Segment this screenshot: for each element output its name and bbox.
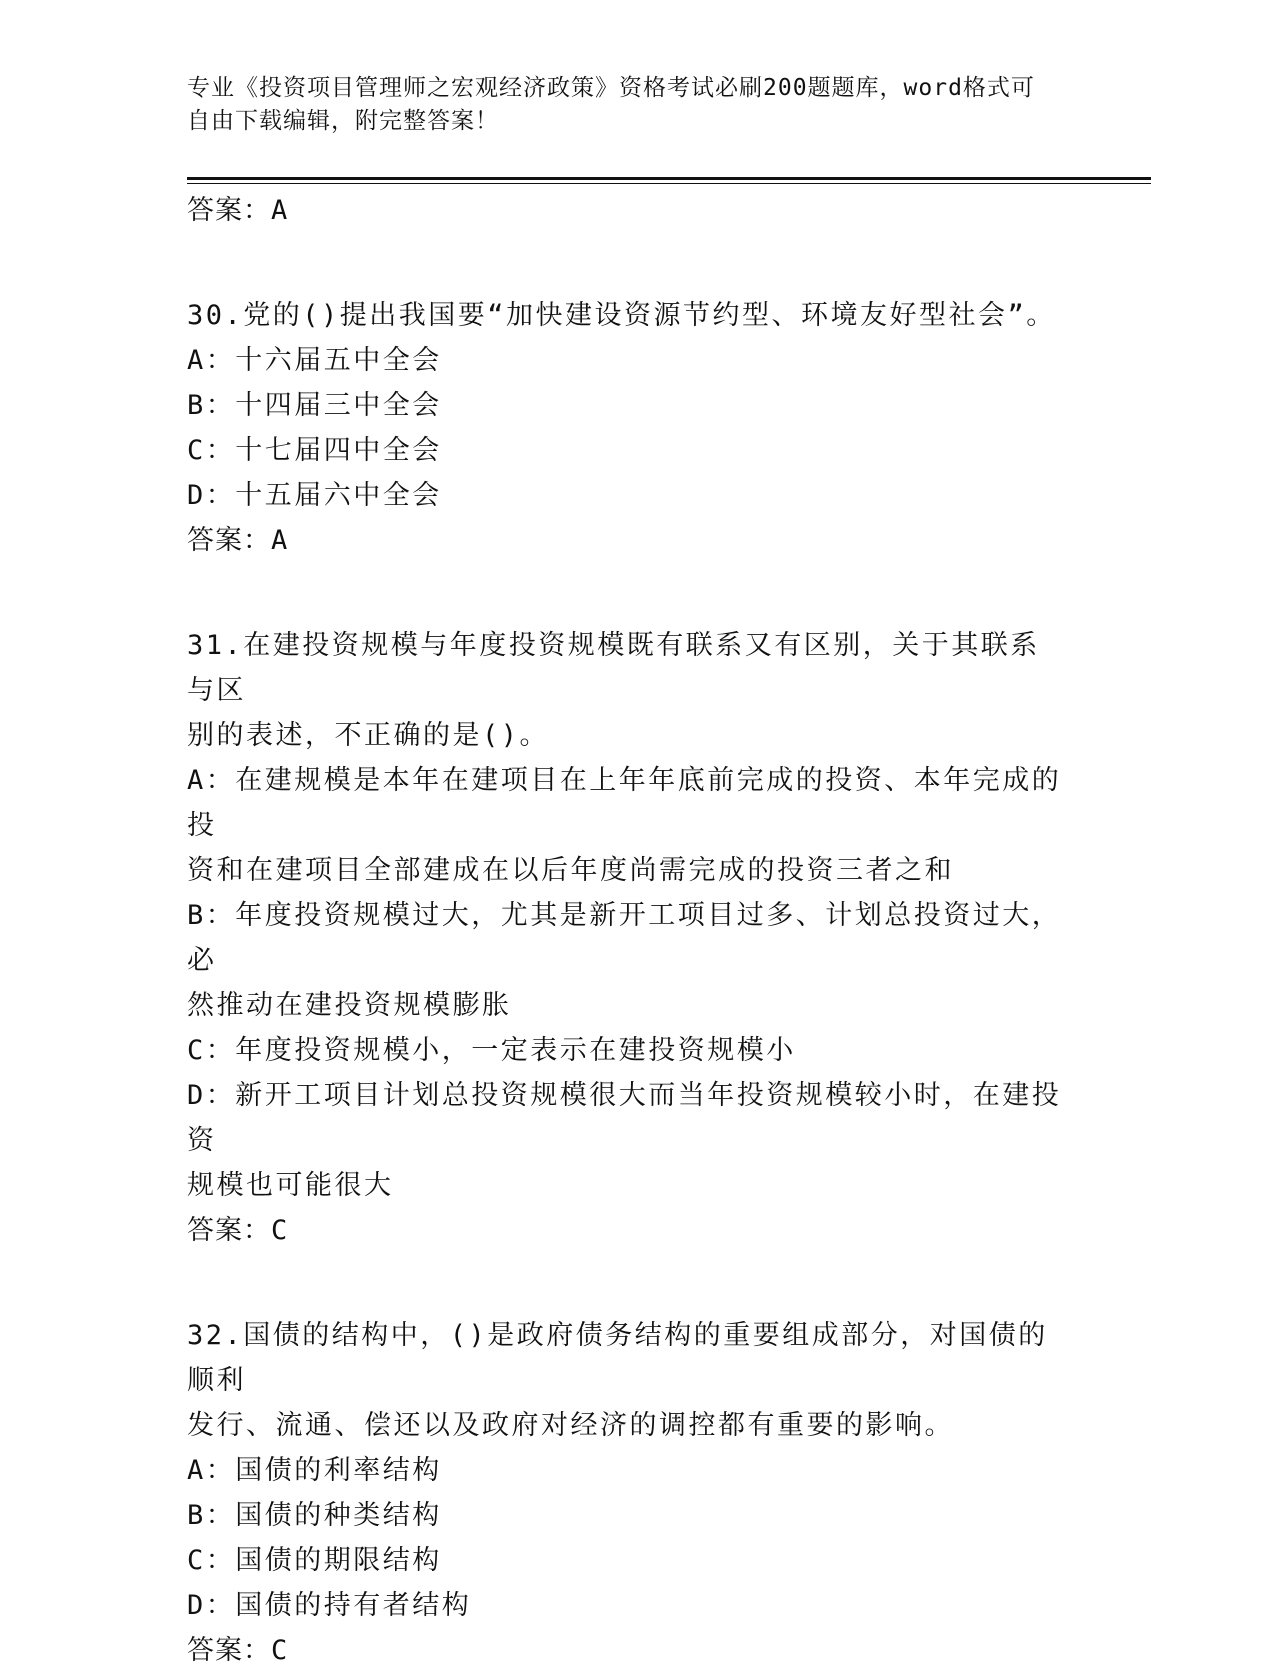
stem-line: 31.在建投资规模与年度投资规模既有联系又有区别，关于其联系与区 bbox=[187, 630, 1040, 706]
stem-line: 别的表述，不正确的是()。 bbox=[187, 720, 550, 751]
document-header bbox=[187, 72, 1067, 138]
option-text: B：年度投资规模过大，尤其是新开工项目过多、计划总投资过大，必 bbox=[187, 900, 1062, 976]
answer-value: A bbox=[271, 195, 289, 226]
answer-line bbox=[187, 518, 1067, 563]
option-text: D：十五届六中全会 bbox=[187, 480, 442, 511]
answer-label: 答案： bbox=[187, 525, 271, 556]
option-d bbox=[187, 1073, 1067, 1208]
header-divider-thin bbox=[187, 183, 1151, 184]
option-text: 规模也可能很大 bbox=[187, 1170, 394, 1201]
answer-label: 答案： bbox=[187, 195, 271, 226]
option-text: C：十七届四中全会 bbox=[187, 435, 442, 466]
answer-label: 答案： bbox=[187, 1215, 271, 1246]
option-text: 然推动在建投资规模膨胀 bbox=[187, 990, 512, 1021]
option-c bbox=[187, 428, 1067, 473]
question-32 bbox=[187, 1313, 1067, 1673]
option-d bbox=[187, 473, 1067, 518]
header-line-1: 专业《投资项目管理师之宏观经济政策》资格考试必刷200题题库，word格式可 bbox=[187, 75, 1035, 101]
option-text: 资和在建项目全部建成在以后年度尚需完成的投资三者之和 bbox=[187, 855, 954, 886]
option-text: D：国债的持有者结构 bbox=[187, 1590, 472, 1621]
option-c bbox=[187, 1538, 1067, 1583]
answer-value: A bbox=[271, 525, 289, 556]
option-d bbox=[187, 1583, 1067, 1628]
header-divider-thick bbox=[187, 177, 1151, 180]
question-30 bbox=[187, 293, 1067, 563]
question-stem bbox=[187, 1313, 1067, 1448]
option-a bbox=[187, 1448, 1067, 1493]
answer-line bbox=[187, 1628, 1067, 1673]
option-c bbox=[187, 1028, 1067, 1073]
option-b bbox=[187, 1493, 1067, 1538]
question-stem bbox=[187, 623, 1067, 758]
question-31 bbox=[187, 623, 1067, 1253]
option-text: A：国债的利率结构 bbox=[187, 1455, 442, 1486]
option-b bbox=[187, 383, 1067, 428]
option-text: C：年度投资规模小，一定表示在建投资规模小 bbox=[187, 1035, 796, 1066]
option-text: D：新开工项目计划总投资规模很大而当年投资规模较小时，在建投资 bbox=[187, 1080, 1062, 1156]
question-stem bbox=[187, 293, 1067, 338]
answer-line bbox=[187, 1208, 1067, 1253]
option-text: C：国债的期限结构 bbox=[187, 1545, 442, 1576]
stem-line: 发行、流通、偿还以及政府对经济的调控都有重要的影响。 bbox=[187, 1410, 954, 1441]
option-a bbox=[187, 338, 1067, 383]
option-a bbox=[187, 758, 1067, 893]
option-text: B：十四届三中全会 bbox=[187, 390, 442, 421]
answer-label: 答案： bbox=[187, 1635, 271, 1666]
option-b bbox=[187, 893, 1067, 1028]
stem-line: 30.党的()提出我国要“加快建设资源节约型、环境友好型社会”。 bbox=[187, 300, 1056, 331]
header-line-2: 自由下载编辑，附完整答案！ bbox=[187, 108, 499, 134]
option-text: A：十六届五中全会 bbox=[187, 345, 442, 376]
document-body bbox=[187, 188, 1067, 1673]
answer-value: C bbox=[271, 1635, 289, 1666]
option-text: B：国债的种类结构 bbox=[187, 1500, 442, 1531]
answer-value: C bbox=[271, 1215, 289, 1246]
option-text: A：在建规模是本年在建项目在上年年底前完成的投资、本年完成的投 bbox=[187, 765, 1062, 841]
answer-line bbox=[187, 188, 1067, 233]
stem-line: 32.国债的结构中，()是政府债务结构的重要组成部分，对国债的顺利 bbox=[187, 1320, 1048, 1396]
